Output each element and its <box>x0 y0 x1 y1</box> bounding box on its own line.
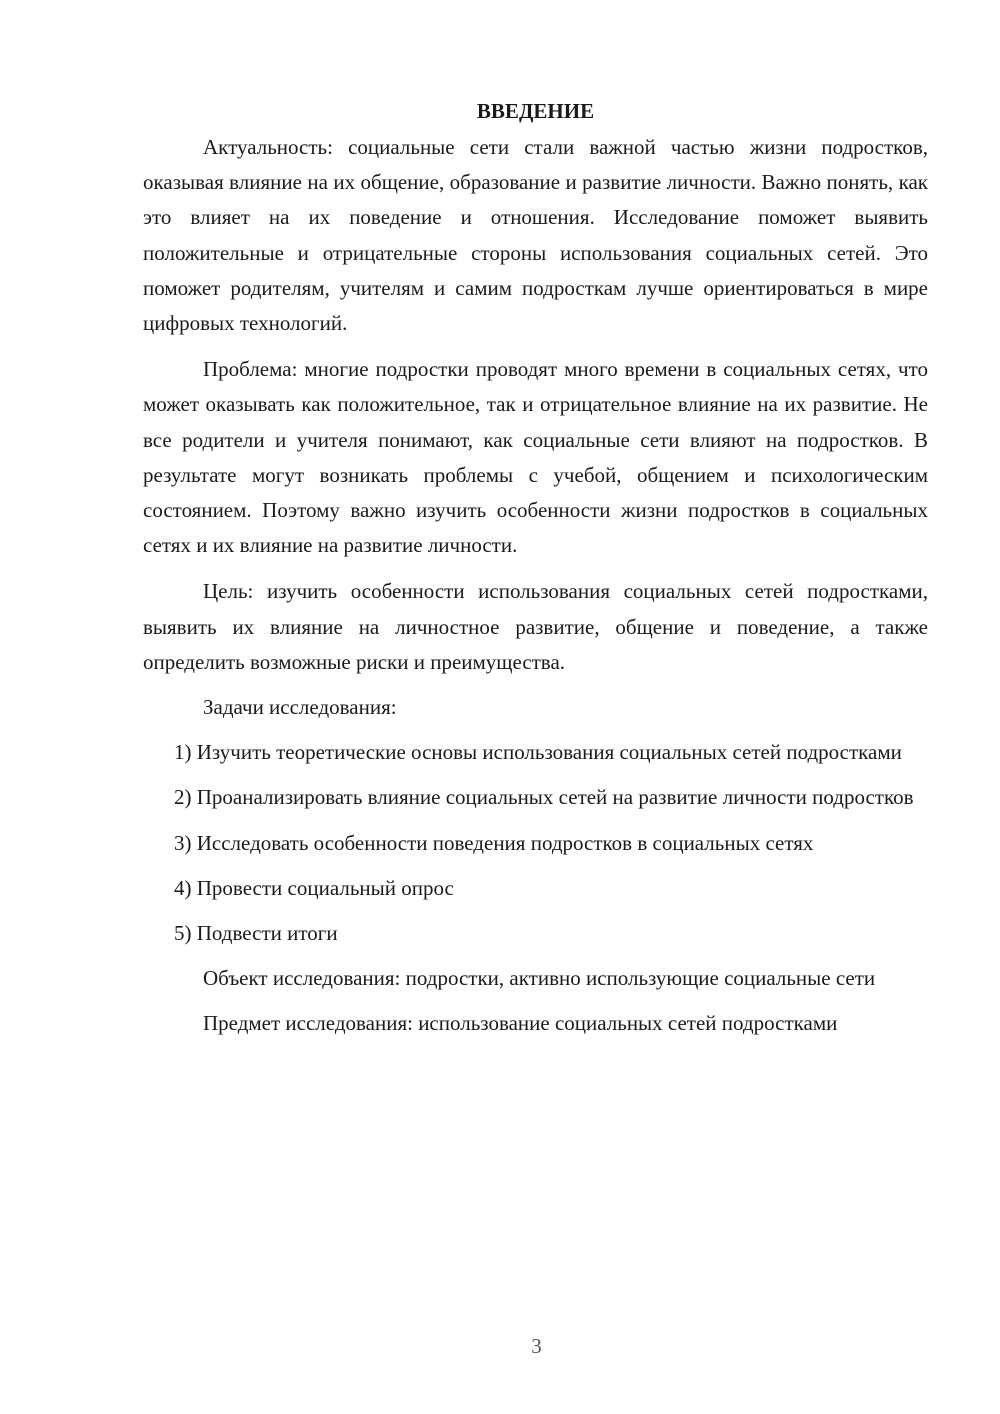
paragraph-object: Объект исследования: подростки, активно использующие социальные сети <box>203 966 876 991</box>
task-item-2: 2) Проанализировать влияние социальных сетей на развитие личности подростков <box>174 785 914 810</box>
section-heading: ВВЕДЕНИЕ <box>476 99 595 123</box>
task-item-1: 1) Изучить теоретические основы использования социальных сетей подростками <box>174 740 902 765</box>
page-number: 3 <box>531 1334 542 1358</box>
task-item-5: 5) Подвести итоги <box>174 921 338 946</box>
paragraph-goal: Цель: изучить особенности использования социальных сетей подростками, выявить их влияние на личностное развитие, общение и поведение, а также определить возможные риски и преимущества. <box>143 579 928 674</box>
paragraph-actuality: Актуальность: социальные сети стали важной частью жизни подростков, оказывая влияние на их общение, образование и развитие личности. Важно понять, как это влияет на их поведение и отношения. Исследование поможет выявить положительные и отрицательные стороны использования социальных сетей. Это поможет родителям, учителям и самим подросткам лучше ориентироваться в мире цифровых технологий. <box>143 135 928 336</box>
paragraph-subject: Предмет исследования: использование социальных сетей подростками <box>203 1011 838 1036</box>
task-item-4: 4) Провести социальный опрос <box>174 875 454 900</box>
document-body <box>143 94 928 1042</box>
task-item-3: 3) Исследовать особенности поведения подростков в социальных сетях <box>174 830 814 855</box>
paragraph-problem: Проблема: многие подростки проводят много времени в социальных сетях, что может оказывать как положительное, так и отрицательное влияние на их развитие. Не все родители и учителя понимают, как социальные сети влияют на подростков. В результате могут возникать проблемы с учебой, общением и психологическим состоянием. Поэтому важно изучить особенности жизни подростков в социальных сетях и их влияние на развитие личности. <box>143 357 928 558</box>
tasks-title: Задачи исследования: <box>203 695 397 720</box>
